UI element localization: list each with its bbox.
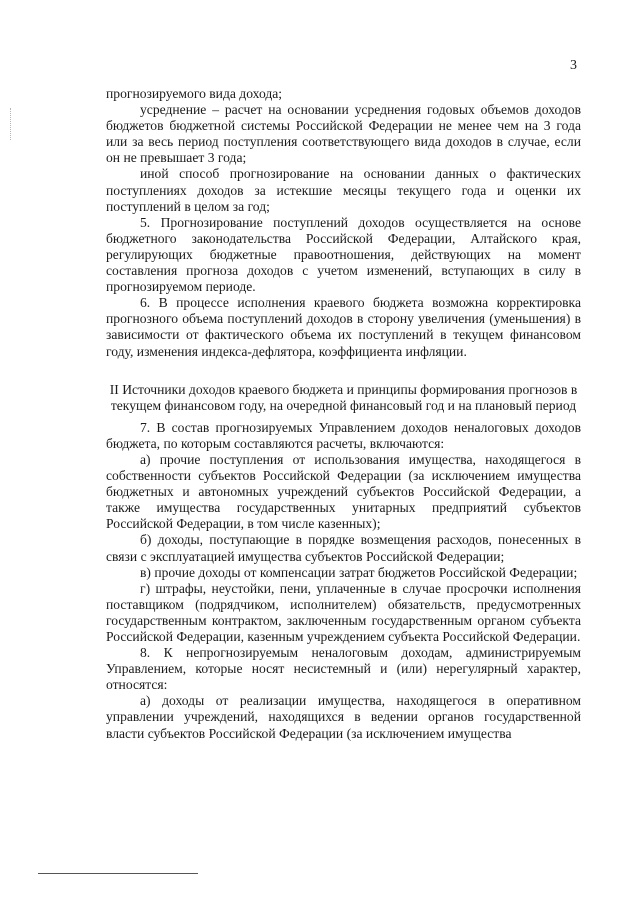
paragraph-item-7: 7. В состав прогнозируемых Управлением доходов неналоговых доходов бюджета, по которым составляются расчеты, включаются: [106, 419, 581, 451]
paragraph-item-6: 6. В процессе исполнения краевого бюджета возможна корректировка прогнозного объема поступлений доходов в сторону увеличения (уменьшения) в зависимости от фактического объема их поступлений в текущем финансовом году, изменения индекса-дефлятора, коэффициента инфляции. [106, 295, 581, 359]
paragraph-item-7c: в) прочие доходы от компенсации затрат бюджетов Российской Федерации; [140, 564, 578, 580]
paragraph-item-8: 8. К непрогнозируемым неналоговым доходам, администрируемым Управлением, которые носят несистемный и (или) нерегулярный характер, относятся: [106, 645, 581, 693]
paragraph-item-7b: б) доходы, поступающие в порядке возмещения расходов, понесенных в связи с эксплуатацией имущества субъектов Российской Федерации; [106, 532, 581, 564]
page-number: 3 [570, 58, 577, 73]
paragraph-averaging: усреднение – расчет на основании усреднения годовых объемов доходов бюджетов бюджетной системы Российской Федерации не менее чем на 3 года или за весь период поступления соответствующего вида доходов в случае, если он не превышает 3 года; [106, 102, 581, 166]
paragraph-item-8a: а) доходы от реализации имущества, находящегося в оперативном управлении учреждений, находящихся в ведении органов государственной власти субъектов Российской Федерации (за исключением имущества [106, 693, 581, 741]
footnote-rule [38, 873, 198, 874]
document-body [106, 86, 581, 742]
paragraph-item-7d: г) штрафы, неустойки, пени, уплаченные в случае просрочки исполнения поставщиком (подрядчиком, исполнителем) обязательств, предусмотренных государственным контрактом, заключенным государственным органом субъекта Российской Федерации, казенным учреждением субъекта Российской Федерации. [106, 580, 581, 644]
paragraph-item-7a: а) прочие поступления от использования имущества, находящегося в собственности субъектов Российской Федерации (за исключением имущества бюджетных и автономных учреждений субъектов Российской Федерации, а также имущества государственных унитарных предприятий субъектов Российской Федерации, в том числе казенных); [106, 451, 581, 532]
binder-mark [10, 108, 12, 140]
paragraph-other-method: иной способ прогнозирование на основании данных о фактических поступлениях доходов за истекшие месяцы текущего года и оценки их поступлений в целом за год; [106, 166, 581, 214]
paragraph-continuation: прогнозируемого вида дохода; [106, 86, 283, 101]
paragraph-item-5: 5. Прогнозирование поступлений доходов осуществляется на основе бюджетного законодательства Российской Федерации, Алтайского края, регулирующих бюджетные правоотношения, действующих на момент составления прогноза доходов с учетом изменений, вступающих в силу в прогнозируемом периоде. [106, 214, 581, 295]
section-heading: II Источники доходов краевого бюджета и принципы формирования прогнозов в текущем финансовом году, на очередной финансовый год и на плановый период [109, 381, 578, 413]
